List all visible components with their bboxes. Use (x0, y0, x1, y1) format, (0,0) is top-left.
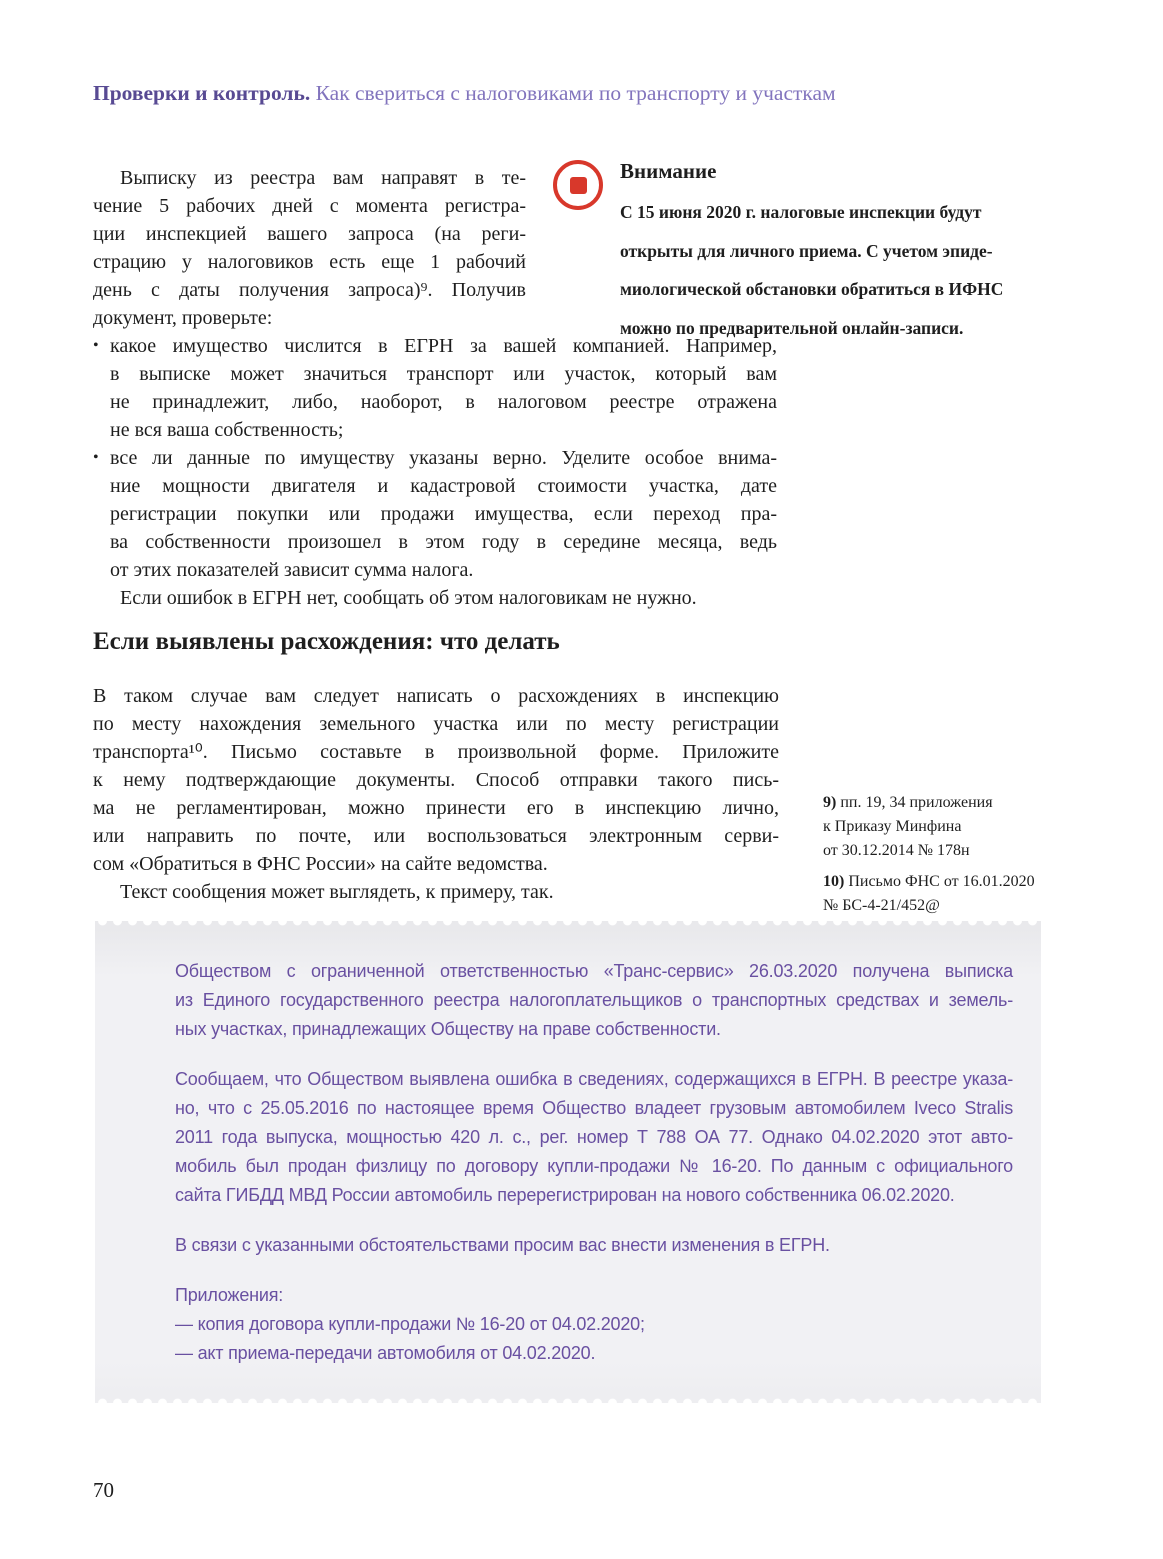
text-line: можно по предварительной онлайн-записи. (620, 317, 964, 338)
perforated-edge-bottom (95, 1394, 1041, 1403)
article-title: Как свериться с налоговиками по транспорту и участкам (315, 81, 836, 105)
text-line: какое имущество числится в ЕГРН за вашей компанией. Например, (110, 335, 777, 357)
letter-paragraph (175, 1065, 1013, 1210)
text-line: ние мощности двигателя и кадастровой стоимости участка, дате (110, 475, 777, 497)
attention-icon-square (570, 177, 587, 194)
attention-title: Внимание (620, 159, 717, 183)
attention-callout (553, 158, 1041, 347)
text-line: ных участках, принадлежащих Обществу на праве собственности. (175, 1019, 721, 1039)
attention-icon (553, 160, 603, 210)
page-number: 70 (93, 1478, 114, 1502)
text-line: — копия договора купли-продажи № 16-20 от 04.02.2020; (175, 1314, 645, 1334)
text-line: страцию у налоговиков есть еще 1 рабочий (93, 251, 526, 273)
text-line: открыты для личного приема. С учетом эпиде- (620, 240, 993, 261)
text-line: — акт приема-передачи автомобиля от 04.02.2020. (175, 1343, 596, 1363)
section-paragraph (93, 682, 779, 906)
perforated-edge-top (95, 921, 1041, 930)
text-line: по месту нахождения земельного участка или по месту регистрации (93, 713, 779, 735)
text-line: 2011 года выпуска, мощностью 420 л. с., рег. номер Т 788 ОА 77. Однако 04.02.2020 этот авто- (175, 1127, 1013, 1147)
text-line: от 30.12.2014 № 178н (823, 842, 970, 859)
footnote-marker: 9) (823, 794, 837, 811)
intro-paragraph (93, 164, 526, 332)
letter-attachments (175, 1281, 1013, 1368)
section-heading: Если выявлены расхождения: что делать (93, 628, 560, 655)
letter-paragraph (175, 957, 1013, 1044)
text-line: С 15 июня 2020 г. налоговые инспекции будут (620, 202, 982, 222)
sample-letter-block (95, 921, 1041, 1403)
text-line: все ли данные по имуществу указаны верно. Уделите особое внима- (110, 447, 777, 469)
text-line: но, что с 25.05.2016 по настоящее время Общество владеет грузовым автомобилем Iveco Stralis (175, 1098, 1013, 1118)
footnote-marker: 10) (823, 873, 845, 890)
rubric-label: Проверки и контроль. (93, 81, 311, 105)
text-line: Выписку из реестра вам направят в те- (120, 167, 526, 189)
list-item-text (110, 444, 777, 584)
text-line: не вся ваша собственность; (110, 419, 344, 441)
bullet-marker: • (93, 449, 99, 466)
attention-text (620, 193, 1041, 347)
text-line: или направить по почте, или воспользоваться электронным серви- (93, 825, 779, 847)
letter-body (95, 930, 1041, 1394)
footnote-text: пп. 19, 34 приложения (840, 794, 993, 811)
text-line: В связи с указанными обстоятельствами просим вас внести изменения в ЕГРН. (175, 1235, 830, 1255)
footnotes (823, 791, 1055, 925)
footnote-text-lines (823, 815, 1055, 863)
checklist (93, 332, 777, 612)
text-line: В таком случае вам следует написать о расхождениях в инспекцию (93, 685, 779, 707)
text-line: сайта ГИБДД МВД России автомобиль перерегистрирован на нового собственника 06.02.2020. (175, 1185, 955, 1205)
text-line: ма не регламентирован, можно принести его в инспекцию лично, (93, 797, 779, 819)
text-line: из Единого государственного реестра налогоплательщиков о транспортных средствах и земель- (175, 990, 1013, 1010)
text-line: документ, проверьте: (93, 307, 273, 329)
text-line: к нему подтверждающие документы. Способ отправки такого пись- (93, 769, 779, 791)
running-header (93, 80, 836, 106)
text-line: Обществом с ограниченной ответственностью «Транс-сервис» 26.03.2020 получена выписка (175, 961, 1013, 981)
text-line: Сообщаем, что Обществом выявлена ошибка в сведениях, содержащихся в ЕГРН. В реестре указа- (175, 1069, 1013, 1089)
list-item (93, 444, 777, 584)
text-line: ва собственности произошел в этом году в середине месяца, ведь (110, 531, 777, 553)
text-line: не принадлежит, либо, наоборот, в налоговом реестре отражена (110, 391, 777, 413)
footnote-text-lines (823, 894, 1055, 918)
footnote-9 (823, 791, 1055, 863)
text-line: чение 5 рабочих дней с момента регистра- (93, 195, 526, 217)
text-line: ции инспекцией вашего запроса (на реги- (93, 223, 526, 245)
footnote-10 (823, 870, 1055, 918)
text-line: транспорта¹⁰. Письмо составьте в произвольной форме. Приложите (93, 741, 779, 763)
text-line: к Приказу Минфина (823, 818, 962, 835)
text-line: миологической обстановки обратиться в ИФНС (620, 279, 1004, 299)
text-line: № БС-4-21/452@ (823, 897, 940, 914)
attention-body (620, 158, 1041, 347)
no-errors-note: Если ошибок в ЕГРН нет, сообщать об этом налоговикам не нужно. (120, 587, 697, 609)
text-line: Приложения: (175, 1285, 284, 1305)
text-line: от этих показателей зависит сумма налога. (110, 559, 474, 581)
section-closing-line: Текст сообщения может выглядеть, к примеру, так. (120, 881, 554, 903)
text-line: мобиль был продан физлицу по договору купли-продажи № 16-20. По данным с официального (175, 1156, 1013, 1176)
text-line: в выписке может значиться транспорт или участок, который вам (110, 363, 777, 385)
bullet-marker: • (93, 337, 99, 354)
letter-paragraph (175, 1231, 1013, 1260)
text-line: день с даты получения запроса)⁹. Получив (93, 279, 526, 301)
footnote-text: Письмо ФНС от 16.01.2020 (848, 873, 1035, 890)
list-item-text (110, 332, 777, 444)
text-line: регистрации покупки или продажи имущества, если переход пра- (110, 503, 777, 525)
section-paragraph-text (93, 682, 779, 878)
text-line: сом «Обратиться в ФНС России» на сайте ведомства. (93, 853, 548, 875)
list-item (93, 332, 777, 444)
